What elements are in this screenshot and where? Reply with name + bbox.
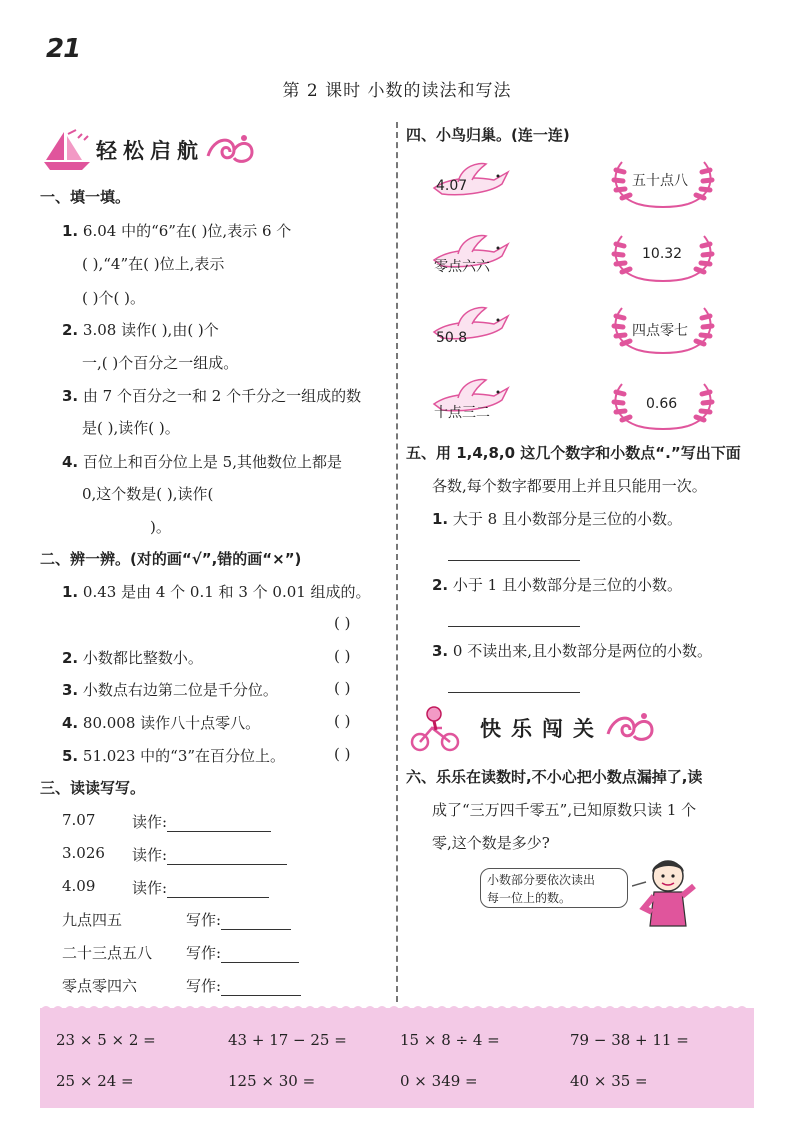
nest-card[interactable] [608,156,718,212]
swirl-ornament-icon [204,130,256,170]
banner-happy-pass [406,704,656,752]
read-label: 读作: [132,844,287,865]
nest-card[interactable] [608,230,718,286]
question-line: ( )个( )。 [82,289,145,307]
swirl-ornament-icon [604,708,656,748]
answer-line[interactable] [221,946,299,963]
section-bird-title: 四、小鸟归巢。(连一连) [406,126,570,144]
tip-text: 小数部分要依次读出 [487,873,596,887]
answer-line[interactable] [448,676,580,693]
bird-label: 4.07 [436,178,468,194]
question-line: )。 [150,518,171,536]
judge-answer-paren[interactable]: ( ) [334,679,351,697]
oral-problem: 25 × 24 = [56,1072,134,1090]
section-fill-title: 一、填一填。 [40,188,131,206]
tip-bubble [480,868,628,908]
judge-answer-paren[interactable]: ( ) [334,745,351,763]
write-words: 九点四五 [62,911,123,929]
read-number: 3.026 [62,844,105,862]
answer-line[interactable] [448,544,580,561]
column-divider [396,122,398,1002]
bird-card[interactable] [428,376,512,426]
answer-line[interactable] [167,815,271,832]
nest-label: 四点零七 [632,323,688,339]
judge-item: 1. 0.43 是由 4 个 0.1 和 3 个 0.01 组成的。 [62,583,371,601]
section-word-problem-title: 六、乐乐在读数时,不小心把小数点漏掉了,读 [406,768,703,786]
judge-item: 5. 51.023 中的“3”在百分位上。 [62,747,286,765]
nest-label: 0.66 [646,396,678,412]
question-line: 3. 由 7 个百分之一和 2 个千分之一组成的数 [62,387,362,405]
write-question: 3. 0 不读出来,且小数部分是两位的小数。 [432,642,712,660]
section-readwrite-title: 三、读读写写。 [40,779,146,797]
judge-item: 4. 80.008 读作八十点零八。 [62,714,261,732]
nest-card[interactable] [608,302,718,358]
banner-title: 快乐闯关 [480,717,604,741]
oral-problem: 43 + 17 − 25 = [228,1031,347,1049]
lesson-title: 第 2 课时 小数的读法和写法 [282,81,512,101]
word-problem-line: 零,这个数是多少? [432,834,550,852]
wavy-edge [40,1002,754,1010]
word-problem-line: 成了“三万四千零五”,已知原数只读 1 个 [432,801,697,819]
read-number: 7.07 [62,811,96,829]
banner-title: 轻松启航 [96,139,204,163]
write-words: 二十三点五八 [62,944,153,962]
write-label: 写作: [186,942,299,963]
section-judge-title: 二、辨一辨。(对的画“√”,错的画“×”) [40,550,302,568]
sailboat-icon [38,128,96,172]
question-line: 是( ),读作( )。 [82,419,180,437]
bird-label: 零点六六 [434,259,490,275]
kid-on-bike-icon [406,704,464,752]
write-question: 2. 小于 1 且小数部分是三位的小数。 [432,576,682,594]
question-line: 2. 3.08 读作( ),由( )个 [62,321,219,339]
nest-label: 五十点八 [632,173,688,189]
oral-problem: 40 × 35 = [570,1072,648,1090]
bird-card[interactable] [428,160,512,210]
read-label: 读作: [132,877,269,898]
judge-item: 3. 小数点右边第二位是千分位。 [62,681,278,699]
bird-card[interactable] [428,304,512,354]
judge-answer-paren[interactable]: ( ) [334,647,351,665]
page-number: 21 [46,34,81,64]
section-write-title: 五、用 1,4,8,0 这几个数字和小数点“.”写出下面 [406,444,741,462]
oral-problem: 23 × 5 × 2 = [56,1031,156,1049]
answer-line[interactable] [167,881,269,898]
answer-line[interactable] [448,610,580,627]
section-write-title-cont: 各数,每个数字都要用上并且只能用一次。 [432,477,707,495]
question-line: 4. 百位上和百分位上是 5,其他数位上都是 [62,453,342,471]
tip-text: 每一位上的数。 [487,891,572,905]
question-line: 一,( )个百分之一组成。 [82,354,239,372]
judge-item: 2. 小数都比整数小。 [62,649,203,667]
answer-line[interactable] [221,913,291,930]
oral-problem: 0 × 349 = [400,1072,478,1090]
bird-label: 50.8 [436,330,468,346]
question-line: 1. 6.04 中的“6”在( )位,表示 6 个 [62,222,292,240]
write-label: 写作: [186,975,301,996]
question-line: ( ),“4”在( )位上,表示 [82,255,225,273]
judge-answer-paren[interactable]: ( ) [334,712,351,730]
bird-label: 十点三二 [434,405,490,421]
boy-character-icon [632,856,706,932]
judge-answer-paren[interactable]: ( ) [334,614,351,632]
bird-card[interactable] [428,232,512,282]
question-line: 0,这个数是( ),读作( [82,485,214,503]
nest-label: 10.32 [642,246,683,262]
write-question: 1. 大于 8 且小数部分是三位的小数。 [432,510,682,528]
answer-line[interactable] [221,979,301,996]
write-label: 写作: [186,909,291,930]
read-label: 读作: [132,811,271,832]
write-words: 零点零四六 [62,977,138,995]
oral-problem: 79 − 38 + 11 = [570,1031,689,1049]
oral-problem: 125 × 30 = [228,1072,316,1090]
answer-line[interactable] [167,848,287,865]
nest-card[interactable] [608,378,718,434]
oral-problem: 15 × 8 ÷ 4 = [400,1031,500,1049]
banner-easy-start [38,128,256,172]
read-number: 4.09 [62,877,96,895]
oral-math-box [40,1008,754,1108]
